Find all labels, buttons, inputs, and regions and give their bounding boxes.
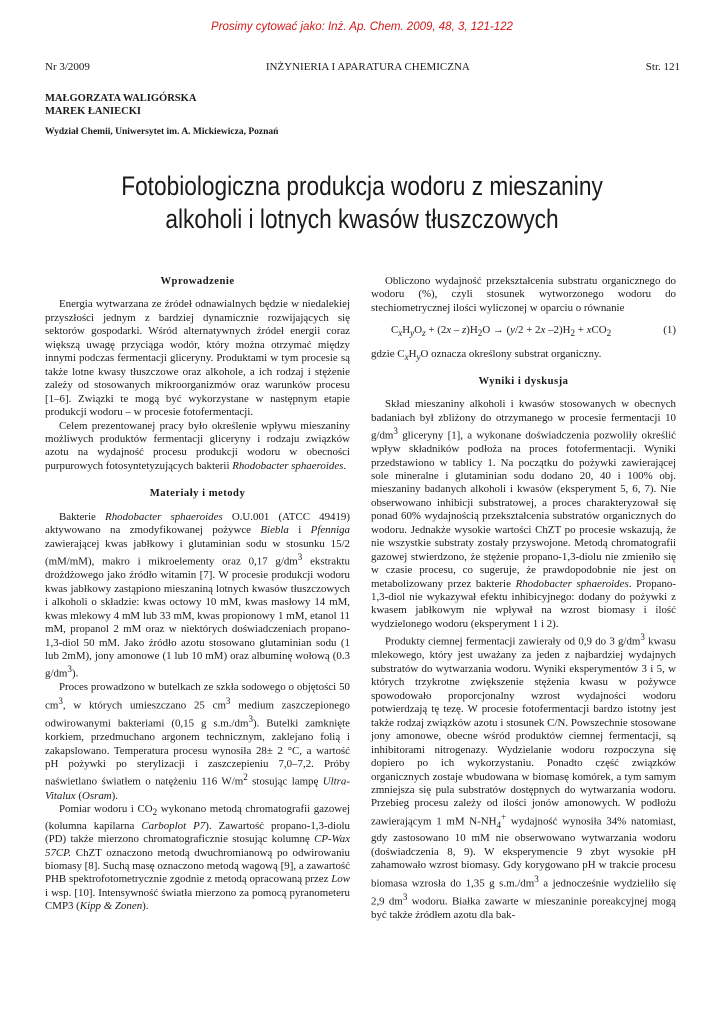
section-heading-results: Wyniki i dyskusja [478,375,569,387]
results-paragraph: Produkty ciemnej fermentacji zawierały od 0,9 do 3 $g/dm^3$ kwasu mlekowego, który jest uważany za jeden z najbardziej wydajnych substratów do wytwarzania wodoru. Wyniki eksperymentów 3 i 5, w których trzykrotne zwiększenie stężenia kwasu w pożywce spowodowało proporcjonalny wzrost wydajności wodoru potwierdzają tę tezę. W procesie fotofermentacji bardzo istotny jest także rodzaj związków azotu i stosunek C/N. Powszechnie stosowane jony amonowe, obecne wśród produktów ciemnej fermentacji, są inhibitorami nitrogenazy. Wydzielanie wodoru rozpoczyna się dopiero po ich wykorzystaniu. Ponadto część związków organicznych zostaje wbudowana w biomasę komórek, a tym samym zmniejsza się pula substratów dostępnych do wytwarzania wodoru. Przebieg procesu zależy od ilości jonów amonowych. W podłożu zawierającym 1 mM $N-NH_4^+$ wydajność wynosiła 34% natomiast, gdy zastosowano 10 mM nie obserwowano wytwarzania wodoru (doświadczenia 8, 9). W eksperymencie 9 zbyt wysokie pH zahamowało wzrost biomasy. Gdy korygowano pH w trakcie procesu biomasa wzrosła do 1,35 g $s.m./dm^3$ a jednocześnie wydzieliło się 2,9 $dm^3$ wodoru. Białka zawarte w mieszaninie poreakcyjnej mogą być także źródłem azotu dla bak- [371,632,677,921]
citation-note: Prosimy cytować jako: Inż. Ap. Chem. 2009, 48, 3, 121-122 [211,21,513,33]
methods-paragraph: Proces prowadzono w butelkach ze szkła sodowego o objętości 50 $cm^3$, w których umieszczano 25 $cm^3$ medium zaszczepionego odwirowanymi bakteriami (0,15 g $s.m./dm^3$). Butelki zamknięte korkiem, przedmuchano argonem technicznym, zaklejano folią i zakapslowano. Temperatura procesu wynosiła 28± 2 °C, a wartość pH pożywki po sterylizacji i zaszczepieniu 7,0–7,2. Próby naświetlano światłem o natężeniu 116 $W/m^2$ stosując lampę Ultra-Vitalux (Osram). [45,681,350,802]
affiliation: Wydział Chemii, Uniwersytet im. A. Mickiewicza, Poznań [45,127,279,137]
title-line: Fotobiologiczna produkcja wodoru z mieszaniny [121,171,603,201]
author-list [45,93,196,118]
paper-title [58,170,666,236]
yield-paragraph: Obliczono wydajność przekształcenia substratu organicznego do wodoru (%), czyli stosunek wytworzonego wodoru do stechiometrycznej ilości wyliczonej w oparciu o równanie [371,275,676,314]
equation-body: $C_xH_yO_z + (2x - z)H_2O \to (y/2 + 2x$ $-2)H_2 + xCO_2$ [391,324,612,339]
page-number: Str. 121 [645,61,680,73]
left-column [45,275,350,914]
equation-legend: gdzie $C_xH_yO$ oznacza określony substrat organiczny. [371,347,602,363]
section-heading-methods: Materiały i metody [149,488,246,500]
section-heading-intro: Wprowadzenie [160,276,235,287]
author-name: MAŁGORZATA WALIGÓRSKA [45,93,197,104]
intro-paragraph: Energia wytwarzana ze źródeł odnawialnych będzie w niedalekiej przyszłości jednym z bardziej dynamicznie rozwijających się sektorów gospodarki. Wśród alternatywnych źródeł energii coraz większą uwagę przyciąga wodór, który można otrzymać między innymi podczas fermentacji gliceryny. Produktami w tym procesie są także lotne kwasy tłuszczowe oraz alkohole, a ich rodzaj i stężenie zależy od stosowanych mikroorganizmów oraz warunków procesu [1–6]. Związki te mogą być wykorzystane w następnym etapie produkcji wodoru – w procesie fotofermentacji. [45,298,350,419]
title-line: alkoholi i lotnych kwasów tłuszczowych [165,204,559,234]
author-name: MAREK ŁANIECKI [45,105,141,117]
right-column [371,275,676,922]
equation-number: (1) [663,324,676,337]
running-header [45,61,680,73]
equation [371,324,676,341]
intro-paragraph: Celem prezentowanej pracy było określenie wpływu mieszaniny możliwych produktów fermentacji gliceryny i rodzaju związków azotu na wydajność procesu produkcji wodoru w obecności purpurowych fotosyntetyzujących bakterii Rhodobacter sphaeroides. [45,419,350,472]
results-paragraph: Skład mieszaniny alkoholi i kwasów stosowanych w obecnych badaniach był zbliżony do otrzymanego w procesie fermentacji 10 $g/dm^3$ gliceryny [1], a wykonane doświadczenia pozwoliły określić wpływ składników podłoża na proces fotofermentacji. Wyniki przedstawiono w tablicy 1. Na początku do pożywki zawierającej sole mineralne i glutaminian sodu dodano 20, 40 i 100% obj. mieszaniny badanych alkoholi i kwasów (eksperyment 5, 6, 7). Nie obserwowano inhibicji substratowej, a proces charakteryzował się ponad 60% wydajnością przekształcenia substratów organicznych do wodoru. Jednakże wysokie wartości ChZT po procesie wskazują, że nie wszystkie substraty zostały przyswojone. Metodą chromatografii gazowej stwierdzono, że stężenie propano-1,3-diolu nie zmieniło się w czasie procesu, co sugeruje, że prawdopodobnie nie jest on metabolizowany przez bakterie Rhodobacter sphaeroides. Propano-1,3-diol nie wykazywał efektu inhibicyjnego: dodany do pożywki z kwasem jabłkowym nie wpływał na wzrost biomasy i ilość wydzielonego wodoru (eksperyment 1 i 2). [371,398,676,630]
methods-paragraph: Pomiar wodoru i $CO_2$ wykonano metodą chromatografii gazowej (kolumna kapilarna Carboplot P7). Zawartość propano-1,3-diolu (PD) także mierzono chromatograficznie stosując kolumnę CP-Wax 57CP. ChZT oznaczono metodą dwuchromianową po odwirowaniu biomasy [8]. Suchą masę oznaczono metodą wagową [9], a zawartość PHB spektrofotometrycznie zgodnie z metodą opracowaną przez Low i wsp. [10]. Intensywność światła mierzono za pomocą pyranometeru CMP3 (Kipp & Zonen). [45,802,351,913]
journal-name: INŻYNIERIA I APARATURA CHEMICZNA [265,61,470,73]
issue-number: Nr 3/2009 [45,61,90,73]
methods-paragraph: Bakterie Rhodobacter sphaeroides O.U.001 (ATCC 49419) aktywowano na zmodyfikowanej pożywce Biebla i Pfenniga zawierającej kwas jabłkowy i glutaminian sodu w stosunku 15/2 (mM/mM), makro i mikroelementy oraz 0,17 $g/dm^3$ ekstraktu drożdżowego jako źródło witamin [7]. W procesie produkcji wodoru kwas jabłkowy zastąpiono mieszaniną lotnych kwasów tłuszczowych i alkoholi o składzie: kwas octowy 10 mM, kwas masłowy 14 mM, kwas mlekowy 4 mM lub 33 mM, kwas propionowy 1 mM, etanol 11 mM, propanol 2 mM oraz w niektórych doświadczeniach propano-1,3-diol 50 mM. Jako źródło azotu stosowano glutaminian sodu (1 lub 2mM), jony amonowe (1 lub 10 mM) oraz albuminę wołową (0.3 $g/dm^3$). [45,510,350,681]
